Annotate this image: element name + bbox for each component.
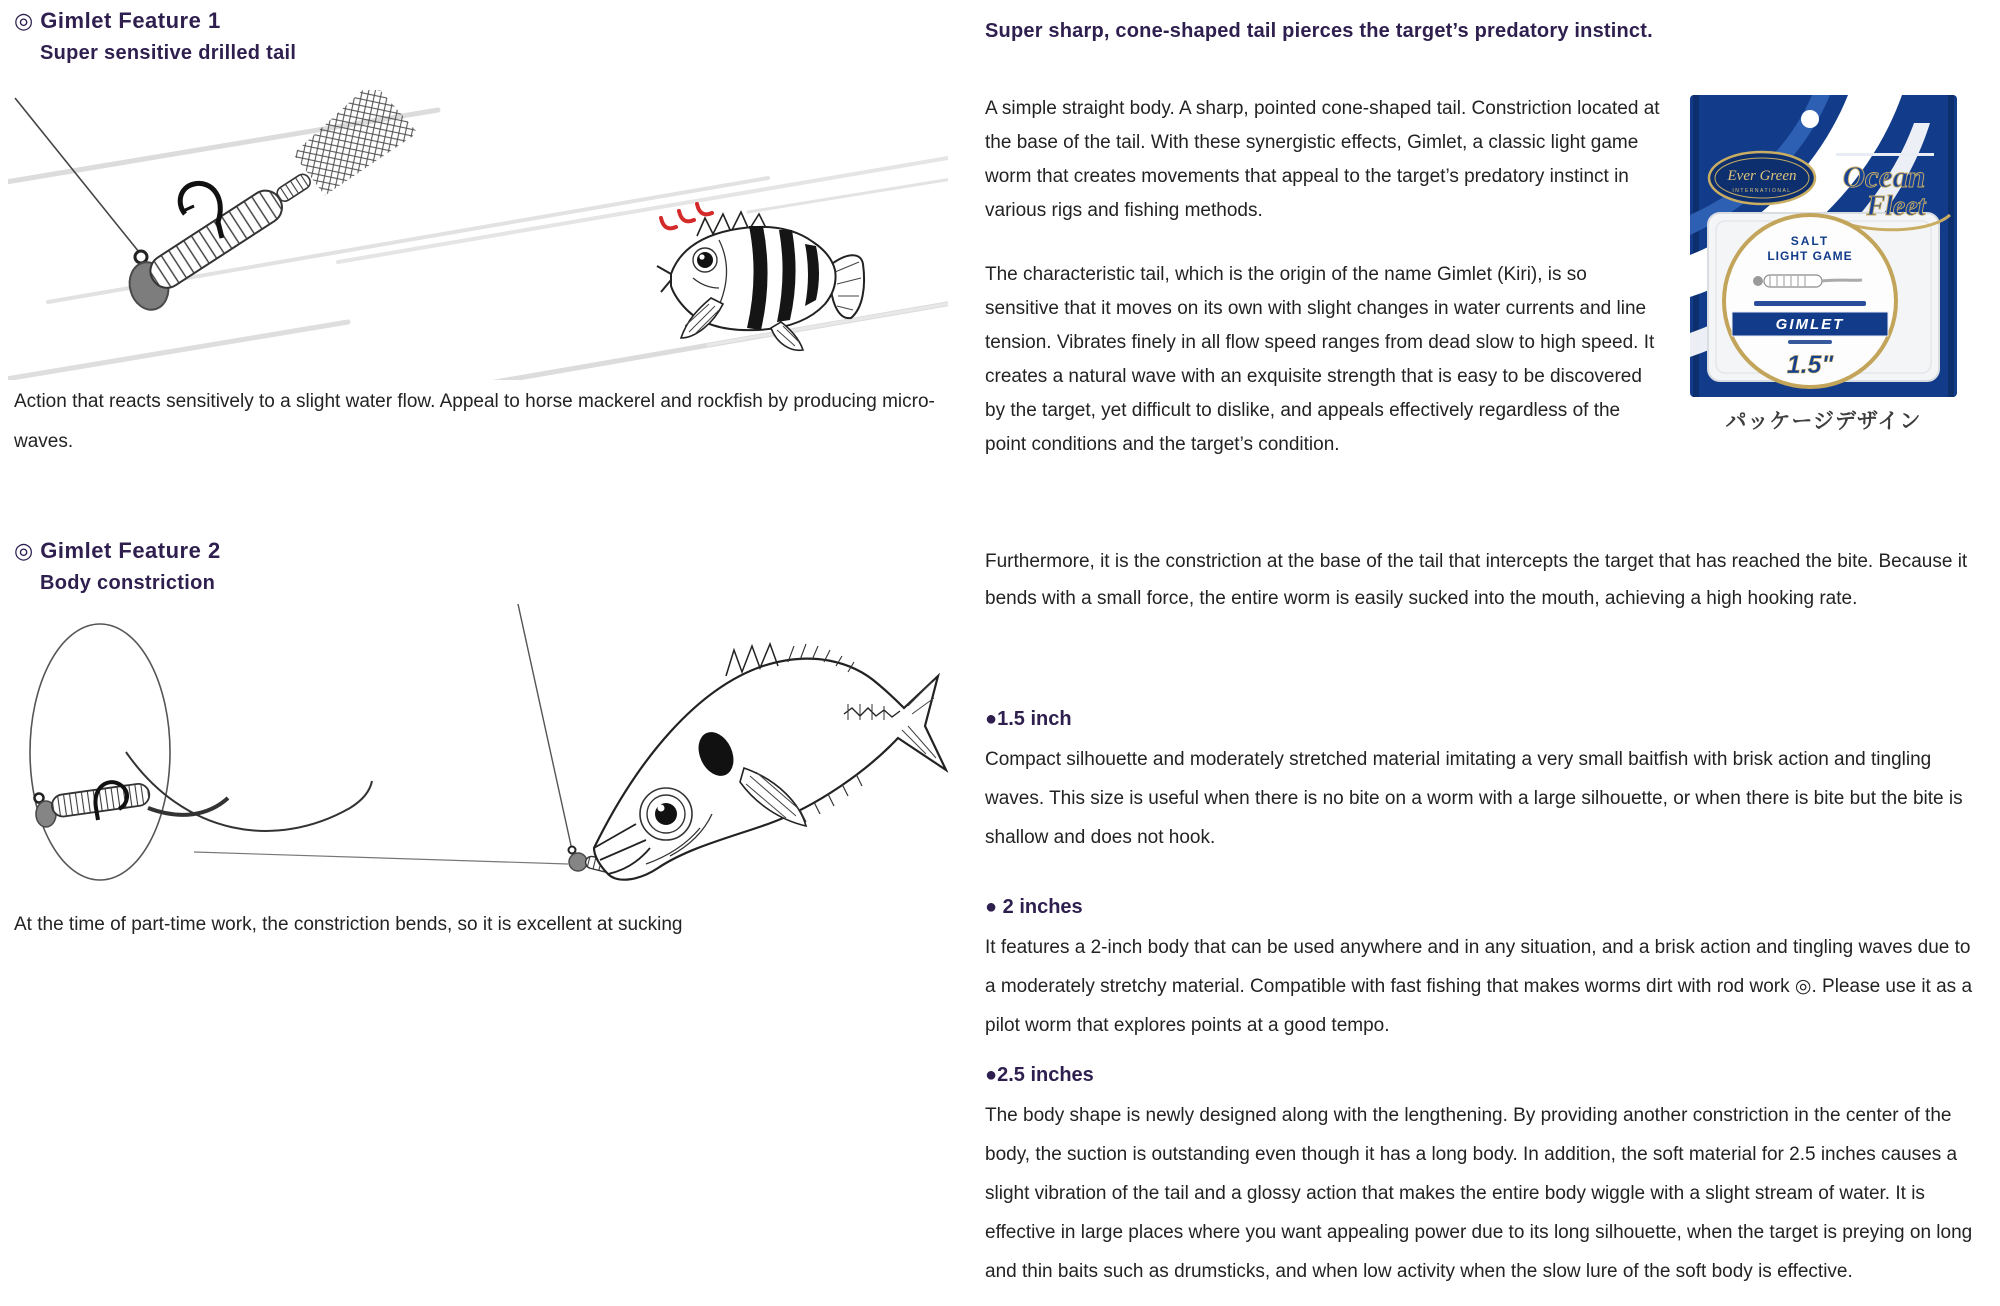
package-caption: パッケージデザイン (1725, 410, 1922, 433)
constriction-paragraph: Furthermore, it is the constriction at the base of the tail that intercepts the target that has reached the bite. Because it bends with a small force, the entire worm is easily sucked into the mouth, achieving a high hooking rate. (985, 551, 1968, 609)
main-headline: Super sharp, cone-shaped tail pierces the target’s predatory instinct. (985, 20, 1653, 42)
svg-text:LIGHT GAME: LIGHT GAME (1767, 249, 1853, 263)
svg-text:SALT: SALT (1790, 234, 1830, 248)
feature2-caption: At the time of part-time work, the constriction bends, so it is excellent at sucking (14, 914, 683, 935)
worm-body (127, 90, 418, 299)
fishing-line (518, 604, 572, 850)
jighead-worm-and-rockfish-illustration (8, 90, 948, 380)
svg-text:Ocean: Ocean (1842, 159, 1926, 194)
size-2-heading: ● 2 inches (985, 896, 1083, 918)
package-figure (1690, 95, 1957, 435)
size-2-5-body: The body shape is newly designed along with the lengthening. By providing another constriction in the center of the body, the suction is outstanding even though it has a long body. In addition, the soft material for 2.5 inches causes a slight vibration of the tail and a glossy action that makes the entire body wiggle with a slight stream of water. It is effective in large places where you want appealing power due to its long silhouette, when the target is preying on long and thin baits such as drumsticks, and when low activity when the slow lure of the soft body is effective. (985, 1105, 1973, 1282)
magnifier-detail (30, 624, 372, 880)
rockfish (657, 204, 864, 350)
pointer-line (194, 852, 568, 864)
size-2-5-heading: ●2.5 inches (985, 1064, 1094, 1086)
svg-text:GIMLET: GIMLET (1775, 316, 1845, 333)
horse-mackerel (594, 644, 946, 880)
svg-text:INTERNATIONAL: INTERNATIONAL (1732, 188, 1792, 194)
mouth (657, 266, 671, 292)
feature1-subtitle: Super sensitive drilled tail (40, 42, 297, 64)
size-1-5-heading: ●1.5 inch (985, 708, 1072, 730)
feature2-title: ◎ Gimlet Feature 2 (14, 538, 221, 563)
tail-paragraph: The characteristic tail, which is the origin of the name Gimlet (Kiri), is so sensitive that it moves on its own with slight changes in water currents and line tension. Vibrates finely in all flow speed ranges from dead slow to high speed. It creates a natural wave with an exquisite strength that is easy to be discovered by the target, yet difficult to dislike, and appeals effectively regardless of the point conditions and the target’s condition. (985, 264, 1655, 455)
package-design-image (1690, 95, 1957, 397)
product-circle (1724, 215, 1896, 387)
fish-body (594, 659, 946, 880)
evergreen-logo (1709, 152, 1815, 204)
feature1-caption: Action that reacts sensitively to a slight water flow. Appeal to horse mackerel and rockfish by producing micro-waves. (14, 391, 935, 452)
size-1-5-body: Compact silhouette and moderately stretched material imitating a very small baitfish with brisk action and tingling waves. This size is useful when there is no bite on a worm with a large silhouette, or when there is bite but the bite is shallow and does not hook. (985, 749, 1963, 848)
intro-paragraph: A simple straight body. A sharp, pointed cone-shaped tail. Constriction located at the base of the tail. With these synergistic effects, Gimlet, a classic light game worm that creates movements that appeal to the target’s predatory instinct in various rigs and fishing methods. (985, 98, 1660, 221)
svg-text:Ever Green: Ever Green (1727, 168, 1797, 184)
constriction-bite-illustration (8, 600, 948, 895)
hang-hole (1801, 110, 1819, 128)
svg-text:1.5": 1.5" (1786, 351, 1834, 379)
size-2-body: It features a 2-inch body that can be used anywhere and in any situation, and a brisk action and tingling waves due to a moderately stretchy material. Compatible with fast fishing that makes worms dirt with rod work ◎. Please use it as a pilot worm that explores points at a good tempo. (985, 937, 1973, 1036)
feature2-subtitle: Body constriction (40, 572, 216, 594)
feature1-title: ◎ Gimlet Feature 1 (14, 8, 221, 33)
svg-text:Fleet: Fleet (1866, 191, 1926, 222)
